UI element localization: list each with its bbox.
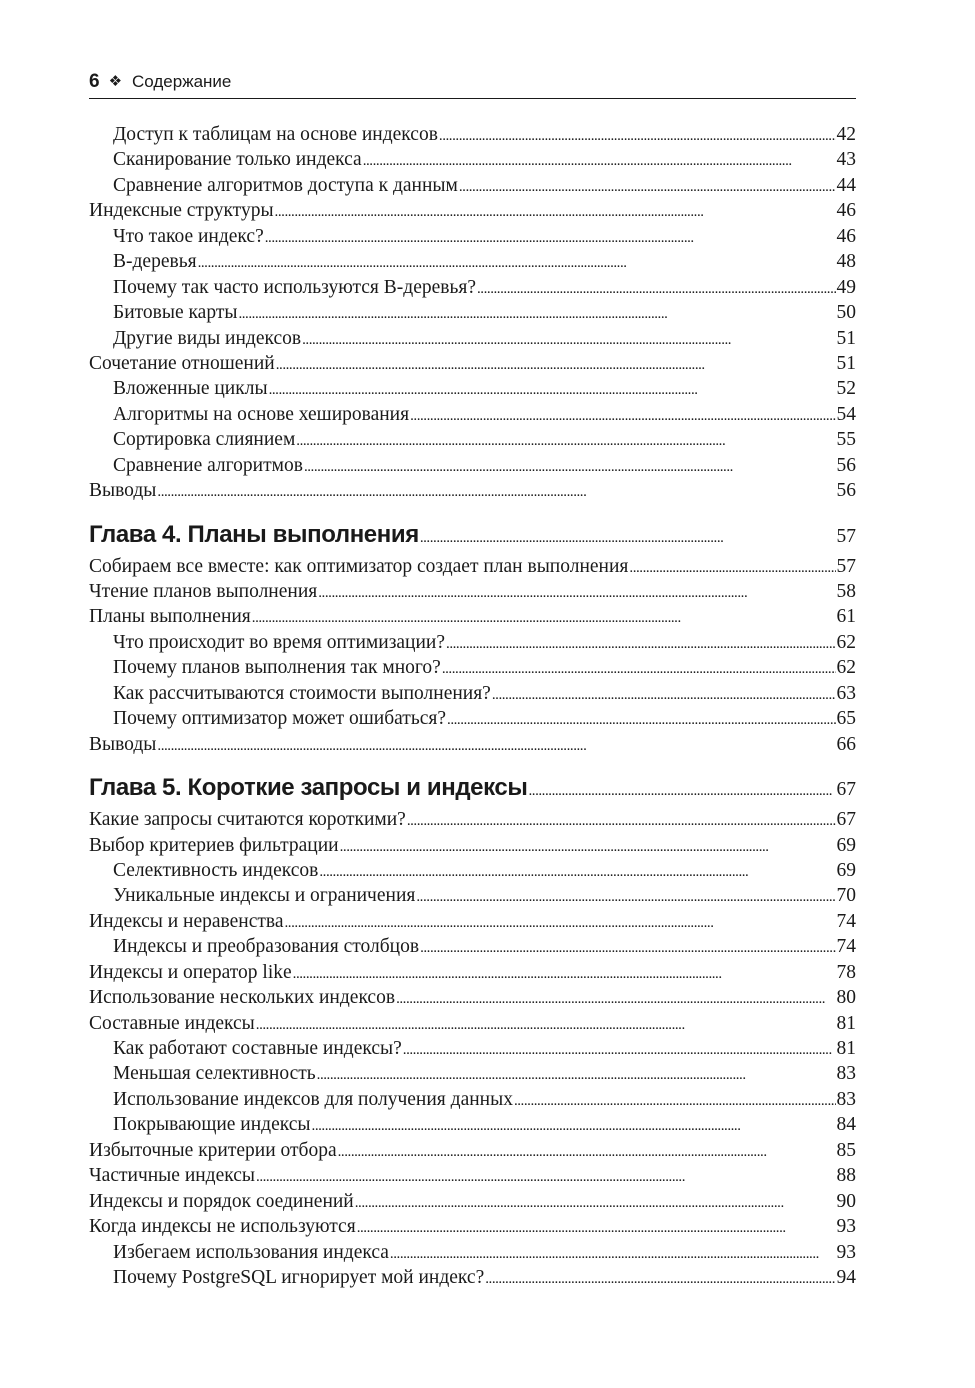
toc-page-number: 90	[836, 1190, 856, 1212]
toc-subsection-entry	[89, 858, 856, 883]
toc-section-entry	[89, 1189, 856, 1214]
toc-subsection-entry	[89, 934, 856, 959]
toc-entry-title: Избыточные критерии отбора	[89, 1139, 337, 1161]
toc-entry-title: Меньшая селективность	[113, 1063, 316, 1085]
toc-dot-leader	[447, 708, 835, 731]
toc-dot-leader	[265, 226, 836, 249]
toc-entry-title: Избегаем использования индекса	[113, 1241, 389, 1263]
toc-chapter-heading	[89, 521, 856, 551]
toc-subsection-entry	[89, 249, 856, 274]
toc-entry-title: Сравнение алгоритмов доступа к данным	[113, 174, 458, 196]
toc-page-number: 88	[836, 1165, 856, 1187]
toc-entry-title: Индексы и порядок соединений	[89, 1190, 354, 1212]
toc-page-number: 93	[836, 1241, 856, 1263]
toc-dot-leader	[629, 556, 835, 579]
toc-page-number: 61	[836, 606, 856, 628]
toc-section-entry	[89, 1138, 856, 1163]
toc-page-number: 44	[836, 174, 856, 196]
toc-subsection-entry	[89, 1087, 856, 1112]
toc-dot-leader	[285, 911, 836, 934]
toc-entry-title: Как работают составные индексы?	[113, 1038, 402, 1059]
toc-dot-leader	[157, 480, 835, 503]
toc-subsection-entry	[89, 275, 856, 300]
toc-entry-title: Использование индексов для получения данных	[113, 1088, 513, 1110]
table-of-contents	[89, 122, 856, 1290]
toc-page-number: 48	[836, 251, 856, 273]
toc-entry-title: Сортировка слиянием	[113, 429, 296, 451]
toc-page-number: 43	[836, 149, 856, 171]
toc-dot-leader	[318, 581, 835, 604]
toc-entry-title: Индексы и преобразования столбцов	[113, 936, 420, 958]
toc-dot-leader	[420, 936, 835, 959]
toc-dot-leader	[355, 1191, 836, 1214]
toc-entry-title: Алгоритмы на основе хеширования	[113, 403, 410, 425]
toc-dot-leader	[363, 149, 836, 172]
toc-entry-title: Селективность индексов	[113, 859, 319, 881]
toc-dot-leader	[317, 1063, 836, 1086]
toc-subsection-entry	[89, 122, 856, 147]
toc-entry-title: Составные индексы	[89, 1012, 255, 1034]
toc-dot-leader	[252, 606, 836, 629]
toc-entry-title: Почему так часто используются B-деревья?	[113, 276, 476, 298]
toc-page-number: 56	[836, 454, 856, 476]
toc-page-number: 57	[836, 525, 856, 547]
toc-subsection-entry	[89, 173, 856, 198]
toc-entry-title: Почему PostgreSQL игнорирует мой индекс?	[113, 1266, 485, 1288]
toc-page-number: 56	[836, 480, 856, 502]
toc-section-entry	[89, 351, 856, 376]
toc-page-number: 74	[836, 910, 856, 932]
toc-section-entry	[89, 960, 856, 985]
toc-page-number: 57	[836, 555, 856, 577]
toc-entry-title: Собираем все вместе: как оптимизатор создает план выполнения	[89, 555, 629, 577]
toc-subsection-entry	[89, 147, 856, 172]
toc-subsection-entry	[89, 300, 856, 325]
toc-dot-leader	[439, 124, 836, 147]
toc-entry-title: Почему планов выполнения так много?	[113, 657, 441, 679]
toc-page-number: 55	[836, 429, 856, 451]
toc-dot-leader	[528, 783, 835, 800]
toc-section-entry	[89, 1011, 856, 1036]
toc-page-number: 70	[836, 885, 856, 907]
toc-dot-leader	[198, 251, 836, 274]
toc-dot-leader	[442, 657, 836, 680]
toc-entry-title: B-деревья	[113, 251, 197, 273]
toc-dot-leader	[407, 809, 836, 832]
toc-entry-title: Что происходит во время оптимизации?	[113, 631, 446, 653]
toc-entry-title: Сравнение алгоритмов	[113, 454, 303, 476]
toc-page-number: 51	[836, 352, 856, 374]
toc-dot-leader	[514, 1089, 836, 1112]
toc-entry-title: Использование нескольких индексов	[89, 987, 396, 1009]
toc-page-number: 66	[836, 733, 856, 755]
toc-page-number: 65	[836, 708, 856, 730]
toc-dot-leader	[420, 530, 836, 547]
toc-subsection-entry	[89, 706, 856, 731]
toc-entry-title: Выбор критериев фильтрации	[89, 834, 339, 856]
toc-section-entry	[89, 833, 856, 858]
toc-page-number: 62	[836, 657, 856, 679]
toc-page-number: 94	[836, 1266, 856, 1288]
toc-section-entry	[89, 985, 856, 1010]
toc-subsection-entry	[89, 655, 856, 680]
toc-section-entry	[89, 198, 856, 223]
toc-dot-leader	[256, 1165, 835, 1188]
toc-page-number: 78	[836, 961, 856, 983]
toc-dot-leader	[410, 404, 835, 427]
toc-dot-leader	[416, 885, 835, 908]
toc-page-number: 67	[836, 779, 856, 801]
toc-subsection-entry	[89, 453, 856, 478]
toc-dot-leader	[492, 683, 836, 706]
toc-section-entry	[89, 1163, 856, 1188]
toc-entry-title: Выводы	[89, 480, 157, 502]
toc-subsection-entry	[89, 1265, 856, 1290]
toc-subsection-entry	[89, 402, 856, 427]
toc-page-number: 69	[836, 859, 856, 881]
toc-dot-leader	[340, 835, 836, 858]
toc-subsection-entry	[89, 224, 856, 249]
toc-dot-leader	[276, 353, 836, 376]
toc-dot-leader	[477, 277, 836, 300]
toc-dot-leader	[304, 455, 836, 478]
toc-entry-title: Чтение планов выполнения	[89, 581, 318, 602]
toc-page-number: 54	[836, 403, 856, 425]
toc-subsection-entry	[89, 1036, 856, 1061]
toc-dot-leader	[319, 860, 835, 883]
toc-page-number: 81	[836, 1038, 856, 1059]
toc-dot-leader	[157, 734, 835, 757]
toc-dot-leader	[296, 429, 835, 452]
toc-entry-title: Выводы	[89, 733, 157, 755]
toc-dot-leader	[446, 632, 835, 655]
running-header	[89, 66, 856, 99]
toc-entry-title: Планы выполнения	[89, 606, 251, 628]
toc-page-number: 51	[836, 327, 856, 349]
toc-entry-title: Как рассчитываются стоимости выполнения?	[113, 682, 491, 704]
toc-page-number: 46	[836, 225, 856, 247]
toc-page-number: 67	[836, 809, 856, 831]
toc-page-number: 58	[836, 581, 856, 602]
toc-page-number: 49	[836, 276, 856, 298]
running-title: Содержание	[132, 72, 232, 91]
toc-section-entry	[89, 732, 856, 757]
toc-section-entry	[89, 579, 856, 604]
toc-section-entry	[89, 554, 856, 579]
ornament-icon: ❖	[108, 73, 123, 90]
toc-section-entry	[89, 1214, 856, 1239]
toc-entry-title: Покрывающие индексы	[113, 1114, 311, 1136]
toc-subsection-entry	[89, 1112, 856, 1137]
toc-page-number: 81	[836, 1012, 856, 1034]
toc-page-number: 62	[836, 631, 856, 653]
toc-page-number: 85	[836, 1139, 856, 1161]
toc-entry-title: Битовые карты	[113, 302, 238, 324]
toc-subsection-entry	[89, 630, 856, 655]
toc-page-number: 83	[836, 1088, 856, 1110]
toc-entry-title: Вложенные циклы	[113, 378, 268, 400]
toc-entry-title: Индексы и неравенства	[89, 910, 284, 932]
toc-dot-leader	[485, 1267, 835, 1290]
toc-subsection-entry	[89, 883, 856, 908]
toc-entry-title: Частичные индексы	[89, 1165, 256, 1187]
toc-entry-title: Индексные структуры	[89, 200, 274, 222]
toc-section-entry	[89, 604, 856, 629]
toc-dot-leader	[256, 1013, 836, 1036]
toc-entry-title: Уникальные индексы и ограничения	[113, 885, 416, 907]
toc-subsection-entry	[89, 376, 856, 401]
toc-dot-leader	[396, 987, 835, 1010]
toc-dot-leader	[403, 1038, 836, 1061]
toc-chapter-heading	[89, 774, 856, 804]
toc-subsection-entry	[89, 427, 856, 452]
toc-entry-title: Другие виды индексов	[113, 327, 302, 349]
toc-dot-leader	[293, 962, 836, 985]
toc-page-number: 63	[836, 682, 856, 704]
toc-page-number: 50	[836, 302, 856, 324]
page-number: 6	[89, 71, 100, 92]
toc-page-number: 52	[836, 378, 856, 400]
toc-page-number: 74	[836, 936, 856, 958]
toc-entry-title: Когда индексы не используются	[89, 1216, 356, 1238]
toc-entry-title: Доступ к таблицам на основе индексов	[113, 124, 438, 145]
toc-section-entry	[89, 909, 856, 934]
toc-page-number: 69	[836, 834, 856, 856]
toc-entry-title: Почему оптимизатор может ошибаться?	[113, 708, 447, 730]
toc-dot-leader	[238, 302, 835, 325]
toc-dot-leader	[275, 200, 836, 223]
toc-page-number: 46	[836, 200, 856, 222]
toc-page-number: 83	[836, 1063, 856, 1085]
toc-dot-leader	[390, 1242, 836, 1265]
toc-page-number: 42	[836, 124, 856, 145]
toc-entry-title: Какие запросы считаются короткими?	[89, 809, 406, 831]
toc-subsection-entry	[89, 1240, 856, 1265]
toc-section-entry	[89, 478, 856, 503]
toc-page-number: 80	[836, 987, 856, 1009]
toc-dot-leader	[269, 378, 836, 401]
toc-dot-leader	[357, 1216, 836, 1239]
toc-dot-leader	[312, 1114, 836, 1137]
toc-dot-leader	[302, 328, 835, 351]
toc-page-number: 84	[836, 1114, 856, 1136]
toc-entry-title: Индексы и оператор like	[89, 961, 292, 983]
toc-page-number: 93	[836, 1216, 856, 1238]
toc-subsection-entry	[89, 681, 856, 706]
toc-subsection-entry	[89, 326, 856, 351]
toc-entry-title: Глава 5. Короткие запросы и индексы	[89, 774, 528, 802]
toc-section-entry	[89, 807, 856, 832]
toc-entry-title: Глава 4. Планы выполнения	[89, 520, 419, 548]
toc-entry-title: Сканирование только индекса	[113, 149, 362, 171]
toc-entry-title: Что такое индекс?	[113, 225, 264, 247]
toc-dot-leader	[338, 1140, 836, 1163]
toc-entry-title: Сочетание отношений	[89, 352, 275, 374]
toc-subsection-entry	[89, 1061, 856, 1086]
toc-dot-leader	[459, 175, 836, 198]
